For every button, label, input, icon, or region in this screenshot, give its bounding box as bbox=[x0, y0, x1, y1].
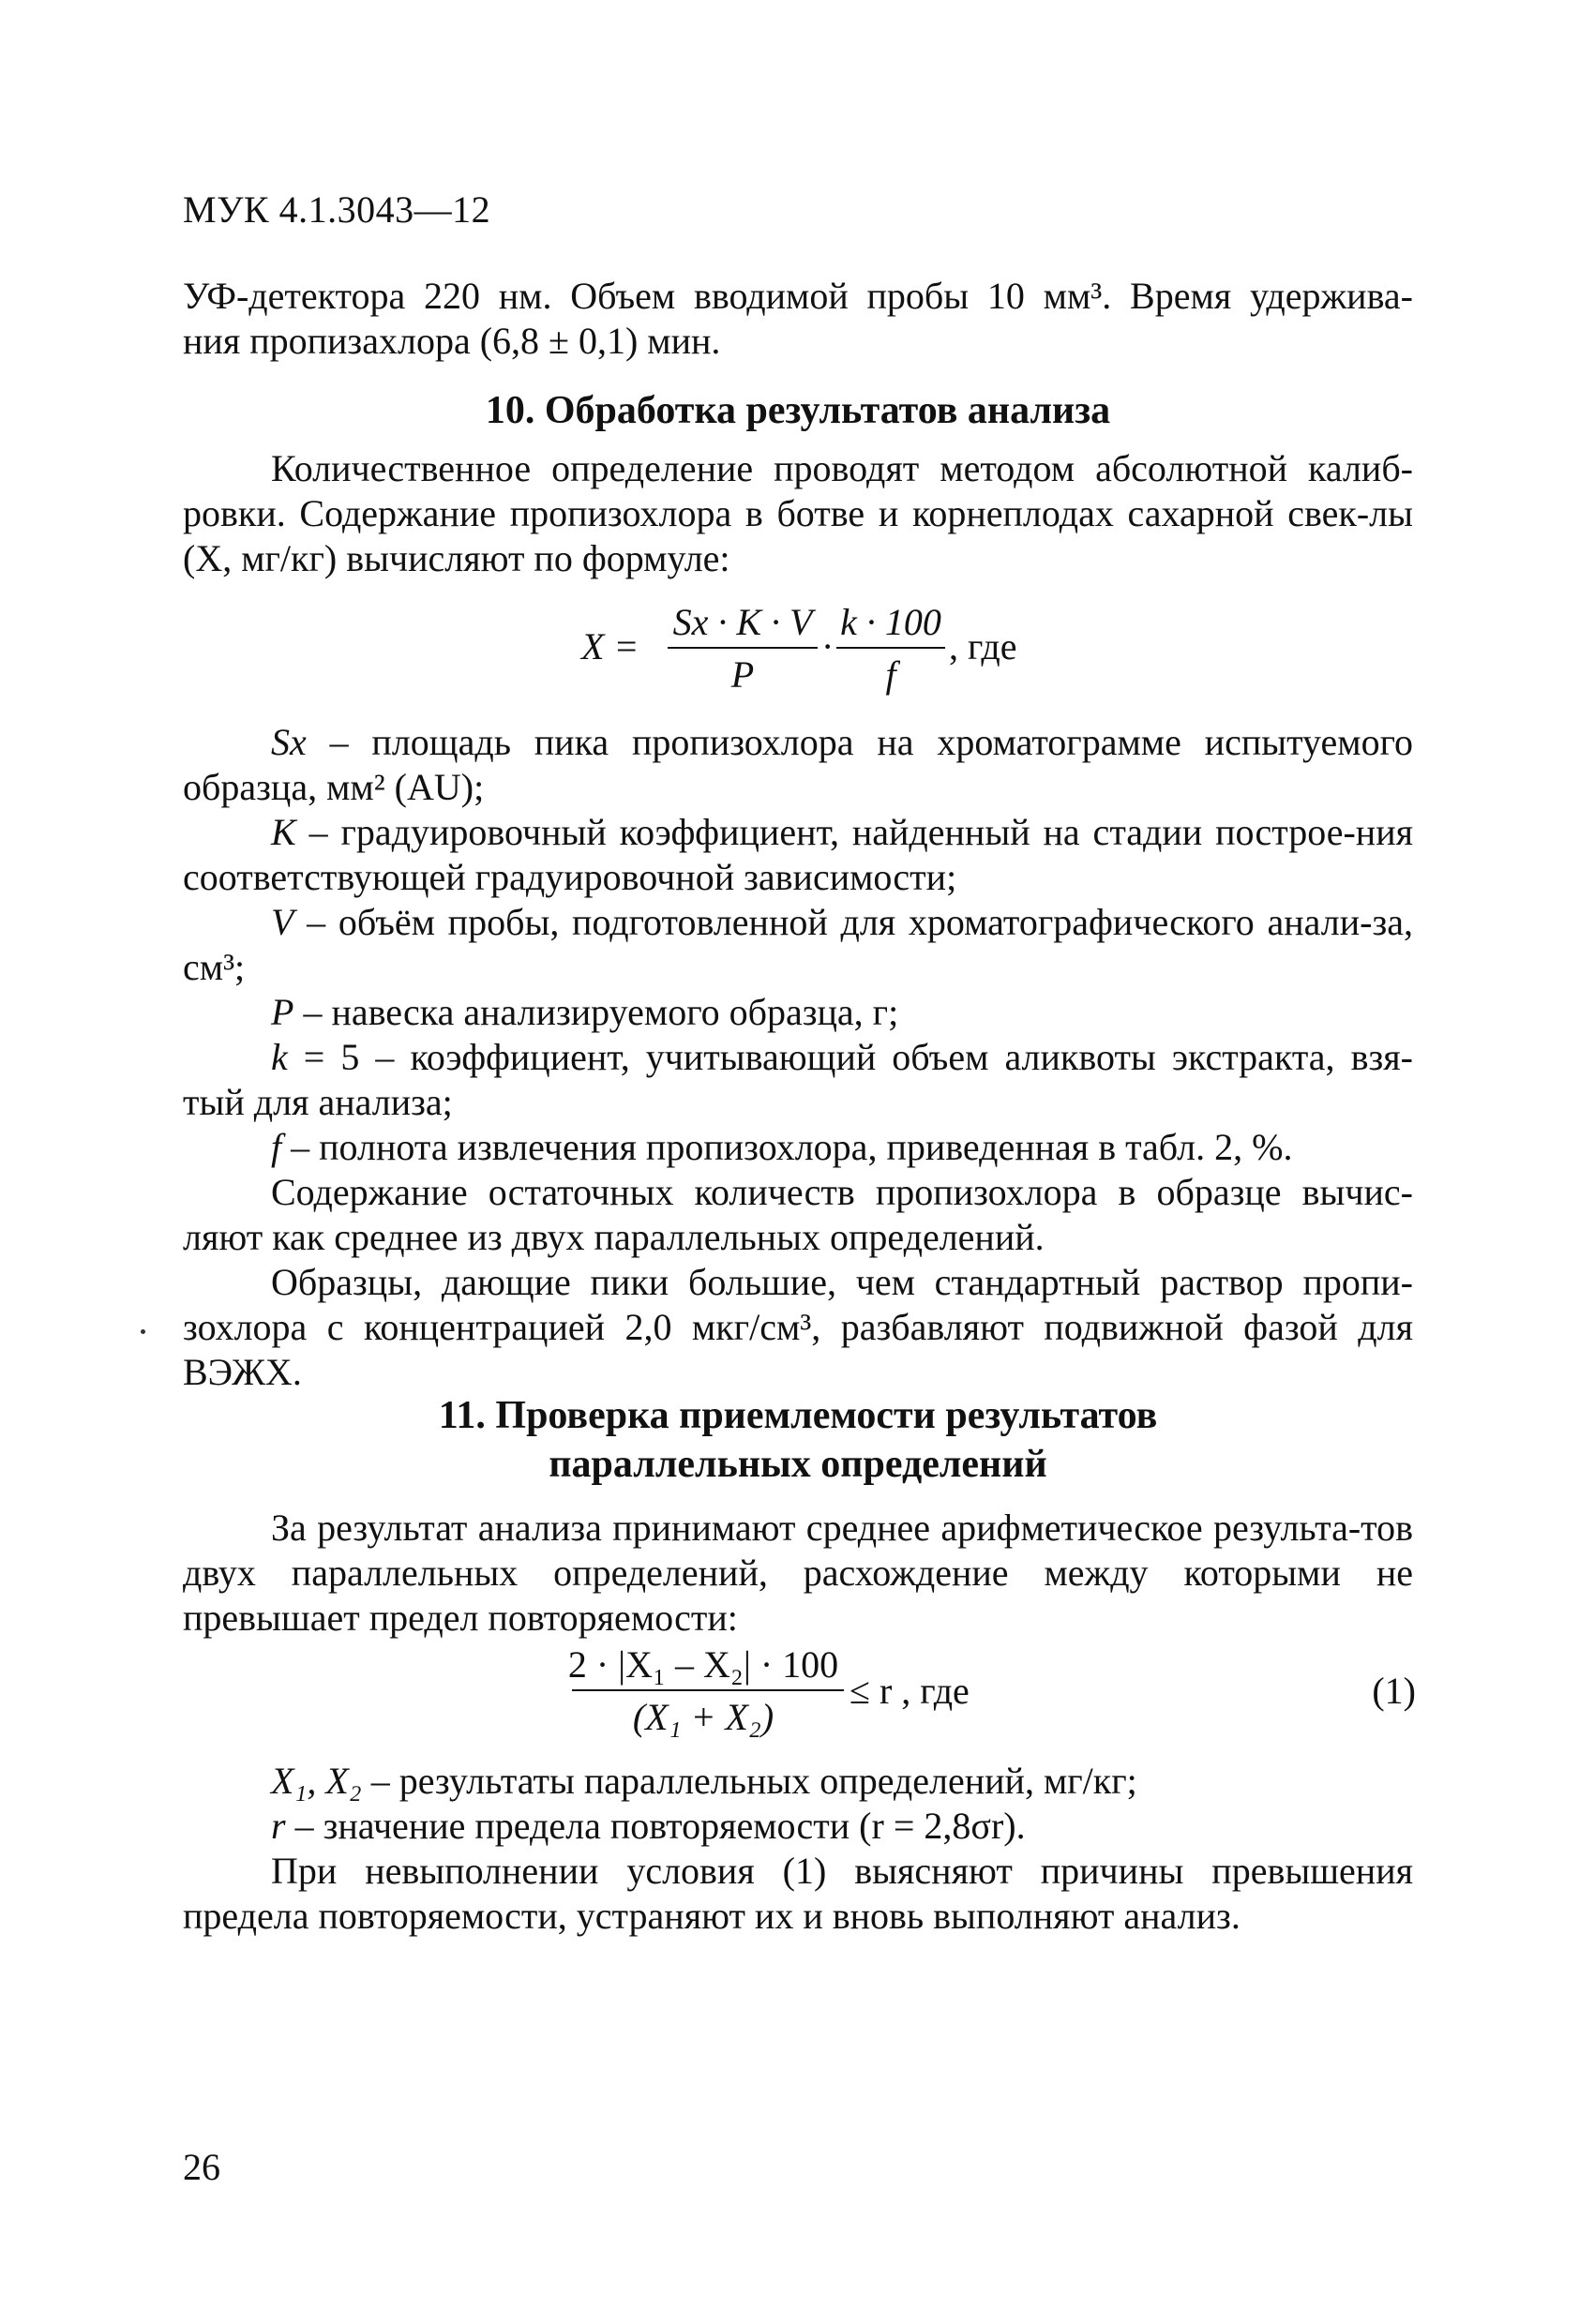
definition-item bbox=[183, 810, 1413, 900]
definition-symbol: r bbox=[271, 1805, 286, 1847]
formula-x-den2: f bbox=[885, 653, 896, 696]
formula-1-number: (1) bbox=[1372, 1670, 1416, 1712]
section-10-para-1: Количественное определение проводят методом абсолютной калиб-ровки. Содержание пропизохлора в ботве и корнеплодах сахарной свек-лы (X, мг/кг) вычисляют по формуле: bbox=[183, 447, 1413, 579]
section-11-title-line-2: параллельных определений bbox=[549, 1443, 1047, 1486]
definition-item bbox=[183, 1804, 1413, 1849]
definition-item bbox=[183, 720, 1413, 810]
definition-item bbox=[183, 1035, 1413, 1125]
section-10-para-2: Содержание остаточных количеств пропизохлора в образце вычис-ляют как среднее из двух параллельных определений. bbox=[183, 1171, 1413, 1258]
definition-item bbox=[183, 900, 1413, 990]
fraction-bar bbox=[572, 1689, 844, 1691]
formula-1-denominator: (X₁ + X₂) bbox=[632, 1696, 774, 1738]
definition-symbol: X₁, X₂ bbox=[271, 1760, 362, 1802]
section-10-para-3: Образцы, дающие пики большие, чем стандартный раствор пропи-зохлора с концентрацией 2,0 мкг/см³, разбавляют подвижной фазой для ВЭЖХ. bbox=[183, 1261, 1413, 1393]
section-10-title: 10. Обработка результатов анализа bbox=[485, 389, 1111, 432]
formula-1 bbox=[563, 1642, 1425, 1746]
document-code-header: МУК 4.1.3043—12 bbox=[183, 188, 491, 231]
definition-item bbox=[183, 1759, 1413, 1804]
formula-1-rhs: ≤ r , где bbox=[850, 1670, 970, 1712]
definition-text: – значение предела повторяемости (r = 2,8σr). bbox=[285, 1805, 1026, 1847]
formula-x-num2: k · 100 bbox=[840, 601, 941, 643]
formula-x-mul: · bbox=[821, 625, 835, 667]
section-10 bbox=[183, 386, 1413, 581]
section-11-title-line-1: 11. Проверка приемлемости результатов bbox=[438, 1394, 1158, 1437]
section-11 bbox=[183, 1391, 1413, 1641]
definition-text: – площадь пика пропизохлора на хроматограмме испытуемого образца, мм² (AU); bbox=[183, 721, 1413, 808]
fraction-bar bbox=[836, 647, 945, 649]
section-11-definitions bbox=[183, 1759, 1413, 1939]
definition-symbol: P bbox=[271, 991, 294, 1033]
section-10-definitions bbox=[183, 720, 1413, 1395]
definition-symbol: f bbox=[271, 1126, 282, 1168]
definition-text: – полнота извлечения пропизохлора, приведенная в табл. 2, %. bbox=[281, 1126, 1293, 1168]
definition-item bbox=[183, 990, 1413, 1035]
fraction-bar bbox=[668, 647, 818, 649]
definition-text: – градуировочный коэффициент, найденный на стадии построе-ния соответствующей градуировочной зависимости; bbox=[183, 811, 1413, 898]
formula-1-numerator: 2 · |X₁ – X₂| · 100 bbox=[567, 1643, 839, 1686]
formula-x-lhs: X = bbox=[581, 625, 639, 667]
section-11-para-1: За результат анализа принимают среднее арифметическое результа-тов двух параллельных определений, расхождение между которыми не превышает предел повторяемости: bbox=[183, 1507, 1413, 1639]
page-number: 26 bbox=[183, 2146, 220, 2188]
scan-speck bbox=[141, 1329, 145, 1334]
intro-line-1: УФ-детектора 220 нм. Объем вводимой пробы 10 мм³. Время удержива- bbox=[183, 275, 1413, 317]
definition-text: – результаты параллельных определений, мг/кг; bbox=[361, 1760, 1137, 1802]
formula-x bbox=[581, 600, 1050, 703]
intro-block bbox=[183, 274, 1413, 364]
formula-x-suffix: , где bbox=[949, 625, 1017, 667]
formula-x-den1: P bbox=[730, 653, 755, 696]
definition-text: = 5 – коэффициент, учитывающий объем аликвоты экстракта, взя-тый для анализа; bbox=[183, 1036, 1413, 1123]
definition-symbol: Sx bbox=[271, 721, 307, 763]
section-11-para-2: При невыполнении условия (1) выясняют причины превышения предела повторяемости, устраняют их и вновь выполняют анализ. bbox=[183, 1850, 1413, 1937]
definition-symbol: k bbox=[271, 1036, 288, 1078]
intro-line-2: ния пропизахлора (6,8 ± 0,1) мин. bbox=[183, 320, 721, 362]
definition-item bbox=[183, 1125, 1413, 1170]
definition-symbol: V bbox=[271, 901, 294, 943]
definition-text: – навеска анализируемого образца, г; bbox=[293, 991, 899, 1033]
definition-symbol: K bbox=[271, 811, 296, 853]
formula-x-num1: Sx · K · V bbox=[672, 601, 813, 643]
definition-text: – объём пробы, подготовленной для хроматографического анали-за, см³; bbox=[183, 901, 1413, 988]
